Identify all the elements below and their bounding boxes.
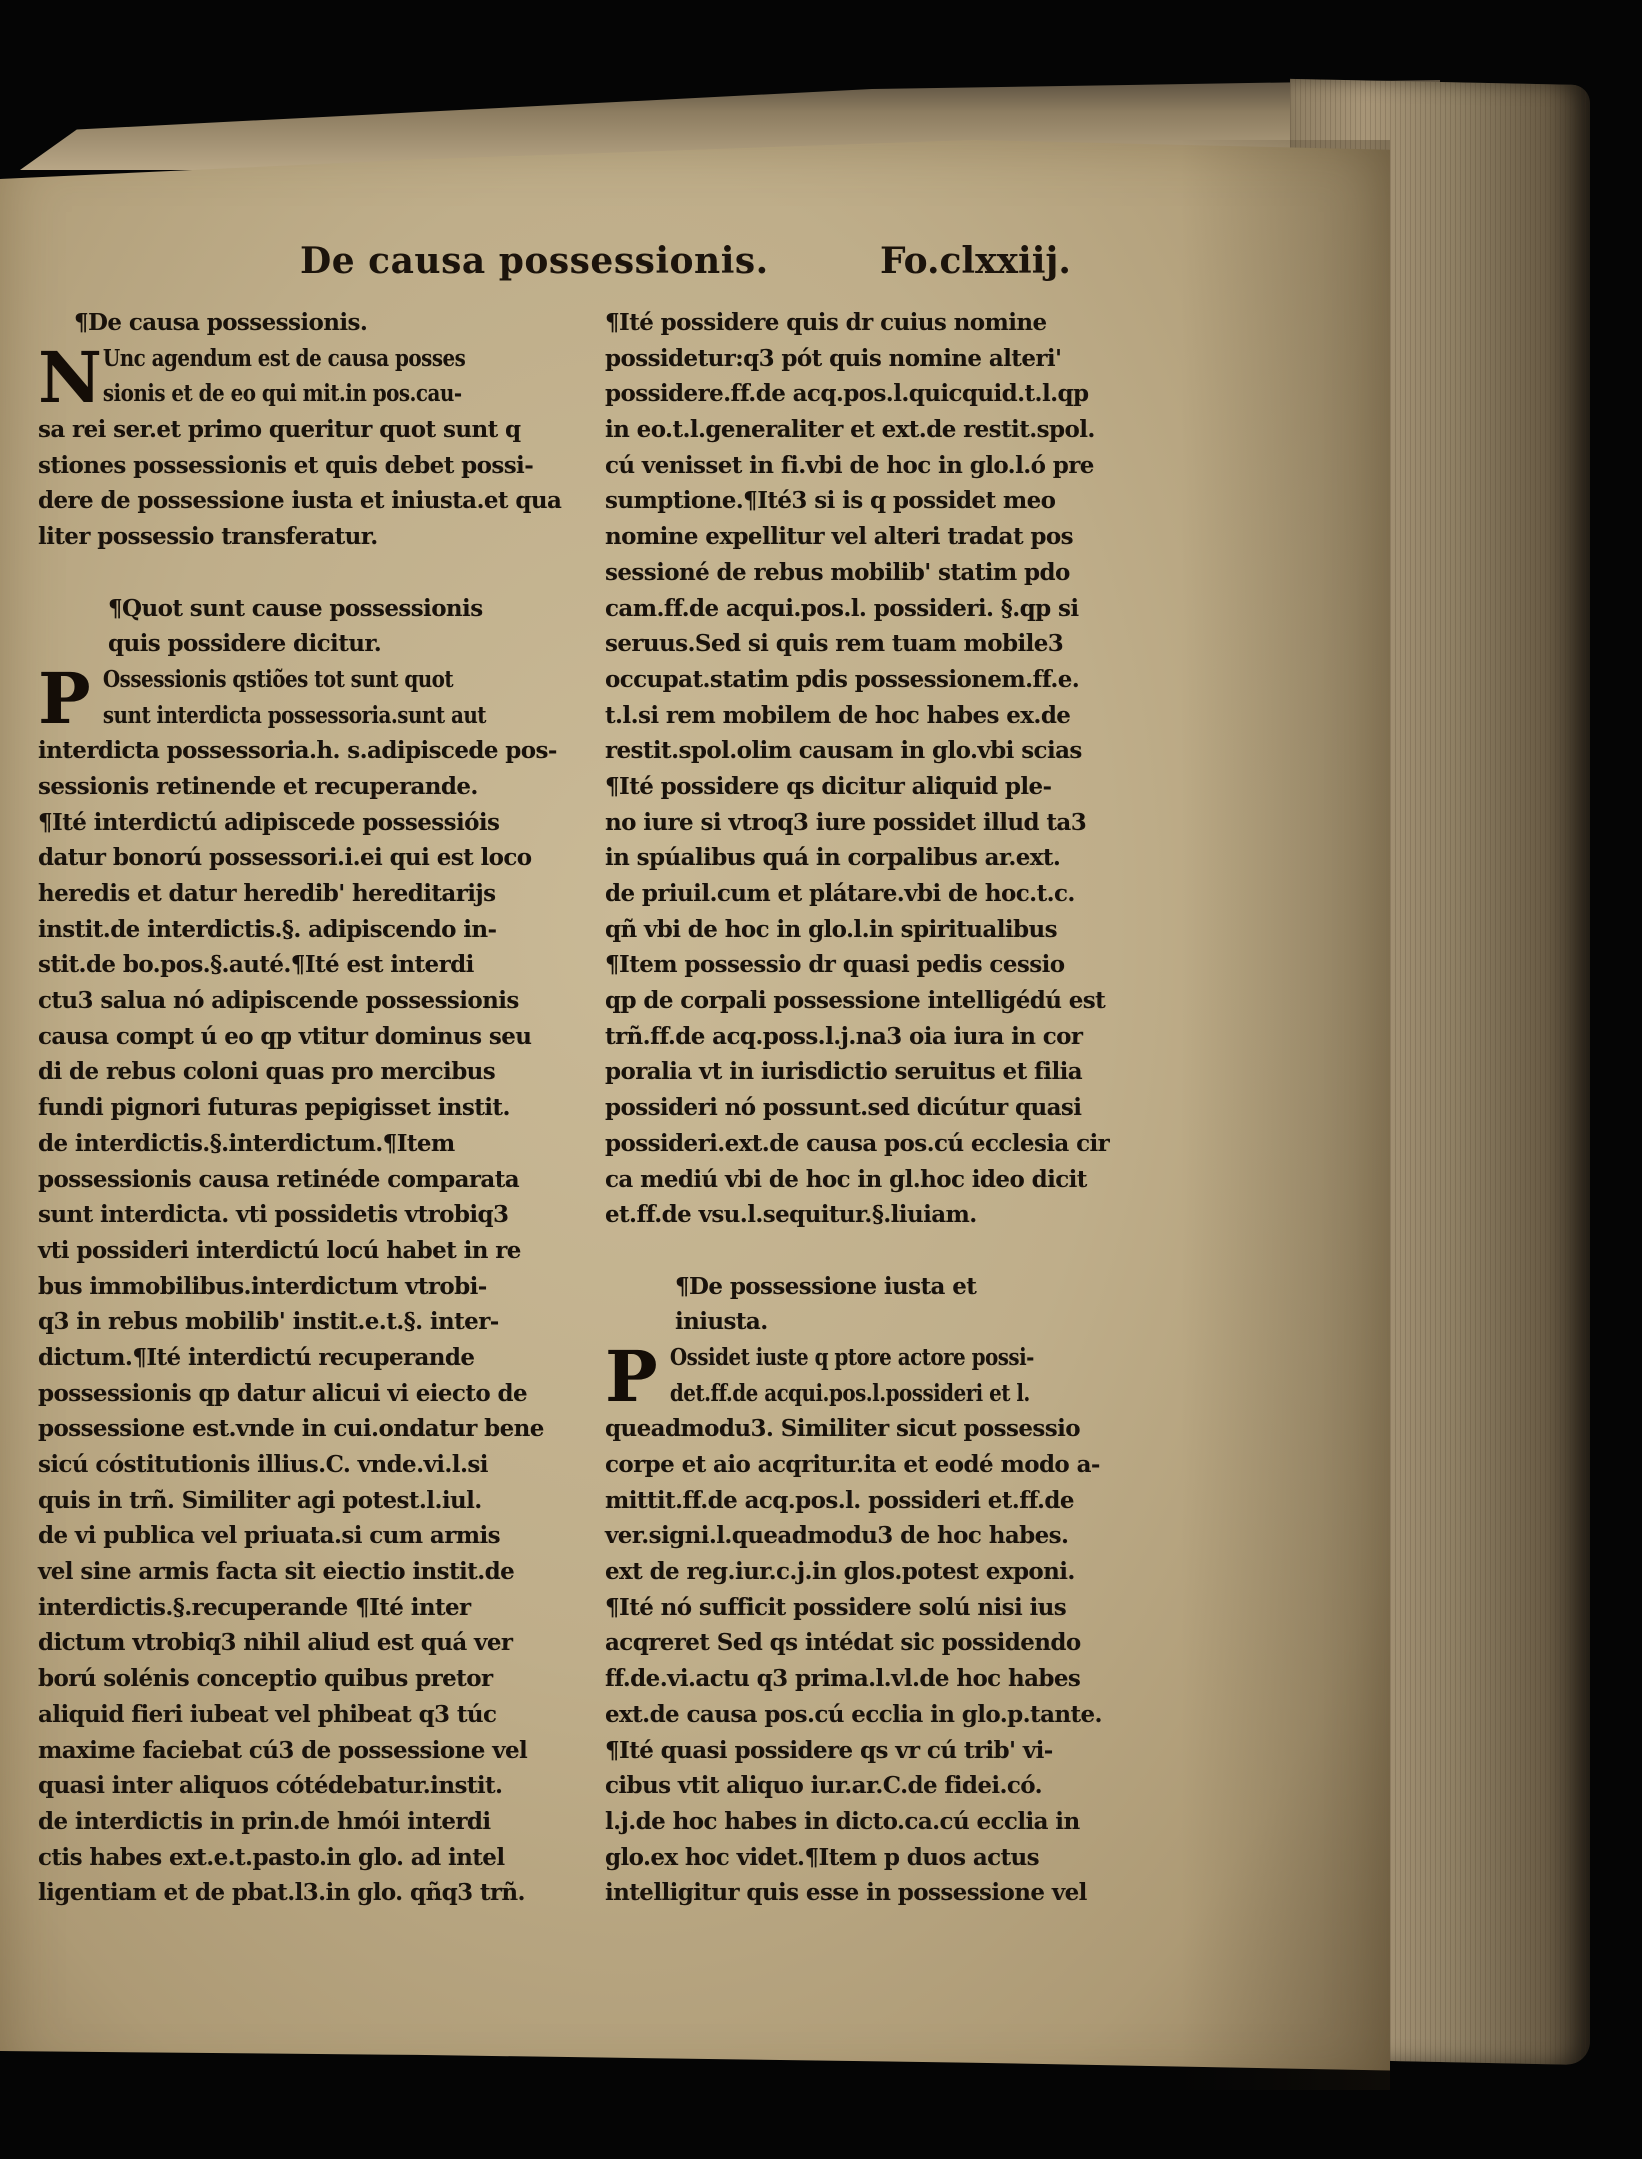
text-line: ctis habes ext.e.t.pasto.in glo. ad intel <box>38 1843 505 1871</box>
text-line: interdictis.§.recuperande ¶Ité inter <box>38 1593 471 1621</box>
text-line: sa rei ser.et primo queritur quot sunt q <box>38 416 521 444</box>
text-line: no iure si vtroq3 iure possidet illud ta3 <box>605 808 1087 836</box>
text-line: ¶Ité interdictú adipiscede possessióis <box>38 808 500 836</box>
drop-initial: N <box>38 335 102 419</box>
text-line: ¶Ité quasi possidere qs vr cú trib' vi- <box>605 1736 1053 1764</box>
text-line: seruus.Sed si quis rem tuam mobile3 <box>605 630 1064 658</box>
text-line: causa compt ú eo qp vtitur dominus seu <box>38 1022 532 1050</box>
text-line: corpe et aio acqritur.ita et eodé modo a- <box>605 1451 1100 1478</box>
text-line: sicú cóstitutionis illius.C. vnde.vi.l.si <box>38 1451 488 1478</box>
text-line: possidetur:q3 pót quis nomine alteri' <box>605 344 1062 372</box>
left-text-column <box>38 305 593 1911</box>
text-line: aliquid fieri iubeat vel phibeat q3 túc <box>38 1700 497 1728</box>
text-line: datur bonorú possessori.i.ei qui est loco <box>38 844 532 872</box>
text-line: de interdictis in prin.de hmói interdi <box>38 1807 491 1835</box>
folio-number: Fo.clxxiij. <box>880 240 1071 282</box>
text-line: intelligitur quis esse in possessione vel <box>605 1879 1087 1907</box>
text-line: l.j.de hoc habes in dicto.ca.cú ecclia in <box>605 1807 1080 1835</box>
text-line: instit.de interdictis.§. adipiscendo in- <box>38 915 497 943</box>
text-line: possessione est.vnde in cui.ondatur bene <box>38 1415 544 1443</box>
text-line: cam.ff.de acqui.pos.l. possideri. §.qp si <box>605 594 1079 622</box>
text-line: trñ.ff.de acq.poss.l.j.na3 oia iura in cor <box>605 1022 1083 1050</box>
text-line: q3 in rebus mobilib' instit.e.t.§. inter- <box>38 1308 499 1336</box>
drop-initial: P <box>605 1334 658 1418</box>
text-line: fundi pignori futuras pepigisset instit. <box>38 1094 510 1122</box>
text-line: dere de possessione iusta et iniusta.et qua <box>38 487 562 515</box>
text-line: Ossessionis qstiões tot sunt quot <box>102 665 454 693</box>
section-heading: iniusta. <box>675 1308 768 1336</box>
text-line: mittit.ff.de acq.pos.l. possideri et.ff.de <box>605 1486 1074 1514</box>
text-line: qñ vbi de hoc in glo.l.in spiritualibus <box>605 915 1057 943</box>
drop-initial-paragraph <box>38 656 593 740</box>
running-title: De causa possessionis. <box>300 240 769 282</box>
text-line: sessioné de rebus mobilib' statim pdo <box>605 558 1070 586</box>
page-gutter-shadow <box>1180 140 1390 2090</box>
text-line: stiones possessionis et quis debet possi- <box>38 451 534 479</box>
text-line: glo.ex hoc videt.¶Item p duos actus <box>605 1843 1040 1871</box>
text-line: ff.de.vi.actu q3 prima.l.vl.de hoc habes <box>605 1665 1081 1693</box>
section-heading: ¶De causa possessionis. <box>74 309 368 336</box>
text-line: sessionis retinende et recuperande. <box>38 772 478 800</box>
text-line: in spúalibus quá in corpalibus ar.ext. <box>605 844 1061 872</box>
text-line: maxime faciebat cú3 de possessione vel <box>38 1736 528 1764</box>
text-line: possideri nó possunt.sed dicútur quasi <box>605 1094 1082 1122</box>
text-line: ca mediú vbi de hoc in gl.hoc ideo dicit <box>605 1165 1087 1193</box>
text-line: restit.spol.olim causam in glo.vbi scias <box>605 737 1082 765</box>
text-line: sunt interdicta. vti possidetis vtrobiq3 <box>38 1201 509 1229</box>
text-line: ctu3 salua nó adipiscende possessionis <box>38 987 519 1015</box>
paragraph-gap <box>605 1233 1160 1269</box>
text-line: cú venisset in fi.vbi de hoc in glo.l.ó pre <box>605 451 1094 479</box>
text-line: nomine expellitur vel alteri tradat pos <box>605 523 1073 551</box>
section-heading: quis possidere dicitur. <box>108 630 382 658</box>
text-line: ligentiam et de pbat.l3.in glo. qñq3 trñ. <box>38 1879 525 1907</box>
text-line: heredis et datur heredib' hereditarijs <box>38 880 496 907</box>
text-line: de vi publica vel priuata.si cum armis <box>38 1522 500 1550</box>
text-line: quis in trñ. Similiter agi potest.l.iul. <box>38 1486 482 1514</box>
text-line: ¶Ité possidere quis dr cuius nomine <box>605 309 1047 336</box>
text-line: Unc agendum est de causa posses <box>102 344 466 372</box>
text-line: ¶Ité possidere qs dicitur aliquid ple- <box>605 772 1052 800</box>
text-line: ext.de causa pos.cú ecclia in glo.p.tante. <box>605 1700 1102 1728</box>
paragraph-gap <box>38 555 593 591</box>
text-line: cibus vtit aliquo iur.ar.C.de fidei.có. <box>605 1772 1043 1800</box>
text-line: acqreret Sed qs intédat sic possidendo <box>605 1629 1081 1657</box>
text-line: interdicta possessoria.h. s.adipiscede pos- <box>38 737 557 765</box>
text-line: vel sine armis facta sit eiectio instit.de <box>38 1558 515 1586</box>
text-line: det.ff.de acqui.pos.l.possideri et l. <box>669 1379 1030 1407</box>
text-line: in eo.t.l.generaliter et ext.de restit.spol. <box>605 416 1095 444</box>
text-line: possessionis qp datur alicui vi eiecto de <box>38 1379 528 1407</box>
text-line: queadmodu3. Similiter sicut possessio <box>605 1415 1080 1443</box>
text-line: sionis et de eo qui mit.in pos.cau- <box>102 380 462 408</box>
text-line: ború solénis conceptio quibus pretor <box>38 1665 493 1693</box>
text-line: de priuil.cum et plátare.vbi de hoc.t.c. <box>605 880 1075 907</box>
text-line: ver.signi.l.queadmodu3 de hoc habes. <box>605 1522 1069 1550</box>
text-line: possidere.ff.de acq.pos.l.quicquid.t.l.qp <box>605 380 1089 408</box>
drop-initial-paragraph <box>605 1334 1160 1418</box>
section-heading: ¶Quot sunt cause possessionis <box>108 594 483 622</box>
text-line: quasi inter aliquos cótédebatur.instit. <box>38 1772 503 1800</box>
text-line: dictum vtrobiq3 nihil aliud est quá ver <box>38 1629 513 1657</box>
text-line: t.l.si rem mobilem de hoc habes ex.de <box>605 701 1071 729</box>
text-line: vti possideri interdictú locú habet in re <box>38 1236 521 1264</box>
text-line: et.ff.de vsu.l.sequitur.§.liuiam. <box>605 1201 977 1229</box>
drop-initial-paragraph <box>38 335 593 419</box>
text-line: stit.de bo.pos.§.auté.¶Ité est interdi <box>38 951 474 979</box>
text-line: de interdictis.§.interdictum.¶Item <box>38 1129 455 1157</box>
text-line: possessionis causa retinéde comparata <box>38 1165 520 1193</box>
text-line: Ossidet iuste q ptore actore possi- <box>669 1343 1034 1371</box>
text-line: qp de corpali possessione intelligédú est <box>605 987 1106 1015</box>
text-line: sunt interdicta possessoria.sunt aut <box>102 701 486 729</box>
text-line: bus immobilibus.interdictum vtrobi- <box>38 1272 487 1300</box>
right-text-column <box>605 305 1160 1911</box>
text-line: liter possessio transferatur. <box>38 523 378 551</box>
text-line: ¶Ité nó sufficit possidere solú nisi ius <box>605 1593 1067 1621</box>
text-line: dictum.¶Ité interdictú recuperande <box>38 1343 475 1371</box>
text-line: possideri.ext.de causa pos.cú ecclesia cir <box>605 1129 1110 1157</box>
drop-initial: P <box>38 656 91 740</box>
text-line: di de rebus coloni quas pro mercibus <box>38 1058 496 1086</box>
text-line: poralia vt in iurisdictio seruitus et filia <box>605 1058 1083 1086</box>
text-line: sumptione.¶Ité3 si is q possidet meo <box>605 487 1056 515</box>
text-line: occupat.statim pdis possessionem.ff.e. <box>605 665 1080 693</box>
text-line: ¶Item possessio dr quasi pedis cessio <box>605 951 1065 979</box>
section-heading: ¶De possessione iusta et <box>675 1272 977 1300</box>
page-header <box>0 240 1390 300</box>
text-line: ext de reg.iur.c.j.in glos.potest exponi. <box>605 1558 1075 1586</box>
